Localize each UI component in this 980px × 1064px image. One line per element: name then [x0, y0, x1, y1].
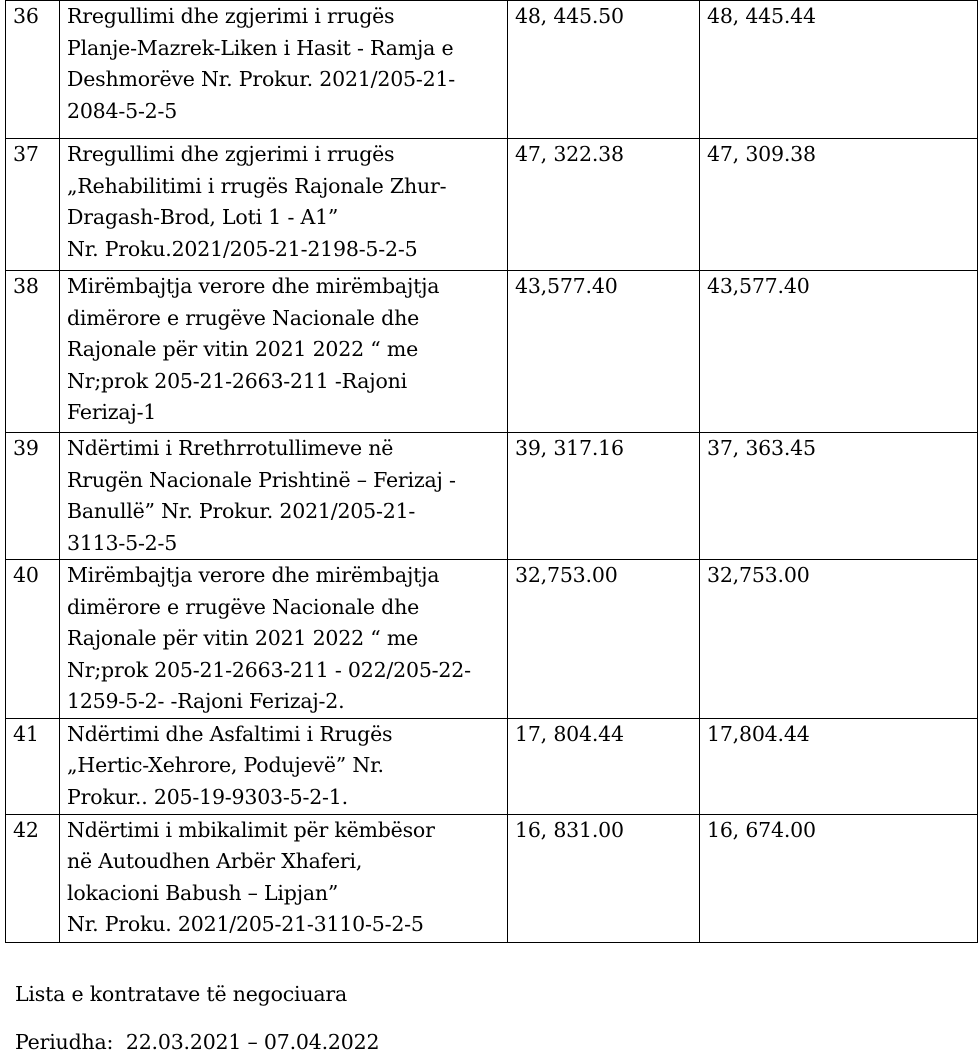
contract-description: Mirëmbajtja verore dhe mirëmbajtja dimërore e rrugëve Nacionale dhe Rajonale për vitin 2021 2022 “ me Nr;prok 205-21-2663-211 -Rajoni Ferizaj-1 [60, 271, 508, 433]
contract-description: Ndërtimi i Rrethrrotullimeve në Rrugën Nacionale Prishtinë – Ferizaj - Banullë” Nr. Prokur. 2021/205-21- 3113-5-2-5 [60, 433, 508, 560]
table-row [6, 139, 978, 271]
executed-value: 47, 309.38 [700, 139, 978, 271]
row-number: 40 [6, 560, 60, 719]
contract-value: 16, 831.00 [508, 814, 700, 942]
negotiated-contracts-title: Lista e kontratave të negociuara [15, 982, 348, 1006]
table-row [6, 433, 978, 560]
row-number: 36 [6, 1, 60, 139]
row-number: 39 [6, 433, 60, 560]
table-row [6, 1, 978, 139]
row-number: 37 [6, 139, 60, 271]
contract-value: 32,753.00 [508, 560, 700, 719]
row-number: 41 [6, 718, 60, 814]
contract-value: 48, 445.50 [508, 1, 700, 139]
table-row [6, 271, 978, 433]
executed-value: 32,753.00 [700, 560, 978, 719]
table-row [6, 814, 978, 942]
row-number: 38 [6, 271, 60, 433]
contract-value: 43,577.40 [508, 271, 700, 433]
contract-description: Mirëmbajtja verore dhe mirëmbajtja dimërore e rrugëve Nacionale dhe Rajonale për vitin 2021 2022 “ me Nr;prok 205-21-2663-211 - 022/205-22- 1259-5-2- -Rajoni Ferizaj-2. [60, 560, 508, 719]
executed-value: 17,804.44 [700, 718, 978, 814]
table-row [6, 718, 978, 814]
contract-description: Rregullimi dhe zgjerimi i rrugës „Rehabilitimi i rrugës Rajonale Zhur- Dragash-Brod, Loti 1 - A1” Nr. Proku.2021/205-21-2198-5-2-5 [60, 139, 508, 271]
contract-value: 17, 804.44 [508, 718, 700, 814]
table-row [6, 560, 978, 719]
contract-description: Rregullimi dhe zgjerimi i rrugës Planje-Mazrek-Liken i Hasit - Ramja e Deshmorëve Nr. Prokur. 2021/205-21- 2084-5-2-5 [60, 1, 508, 139]
contract-description: Ndërtimi i mbikalimit për këmbësor në Autoudhen Arbër Xhaferi, lokacioni Babush – Lipjan” Nr. Proku. 2021/205-21-3110-5-2-5 [60, 814, 508, 942]
contract-value: 47, 322.38 [508, 139, 700, 271]
executed-value: 43,577.40 [700, 271, 978, 433]
contract-description: Ndërtimi dhe Asfaltimi i Rrugës „Hertic-Xehrore, Podujevë” Nr. Prokur.. 205-19-9303-5-2-1. [60, 718, 508, 814]
executed-value: 48, 445.44 [700, 1, 978, 139]
row-number: 42 [6, 814, 60, 942]
executed-value: 16, 674.00 [700, 814, 978, 942]
period-text: Periudha: 22.03.2021 – 07.04.2022 [15, 1030, 380, 1054]
contracts-table [5, 0, 978, 943]
executed-value: 37, 363.45 [700, 433, 978, 560]
contract-value: 39, 317.16 [508, 433, 700, 560]
